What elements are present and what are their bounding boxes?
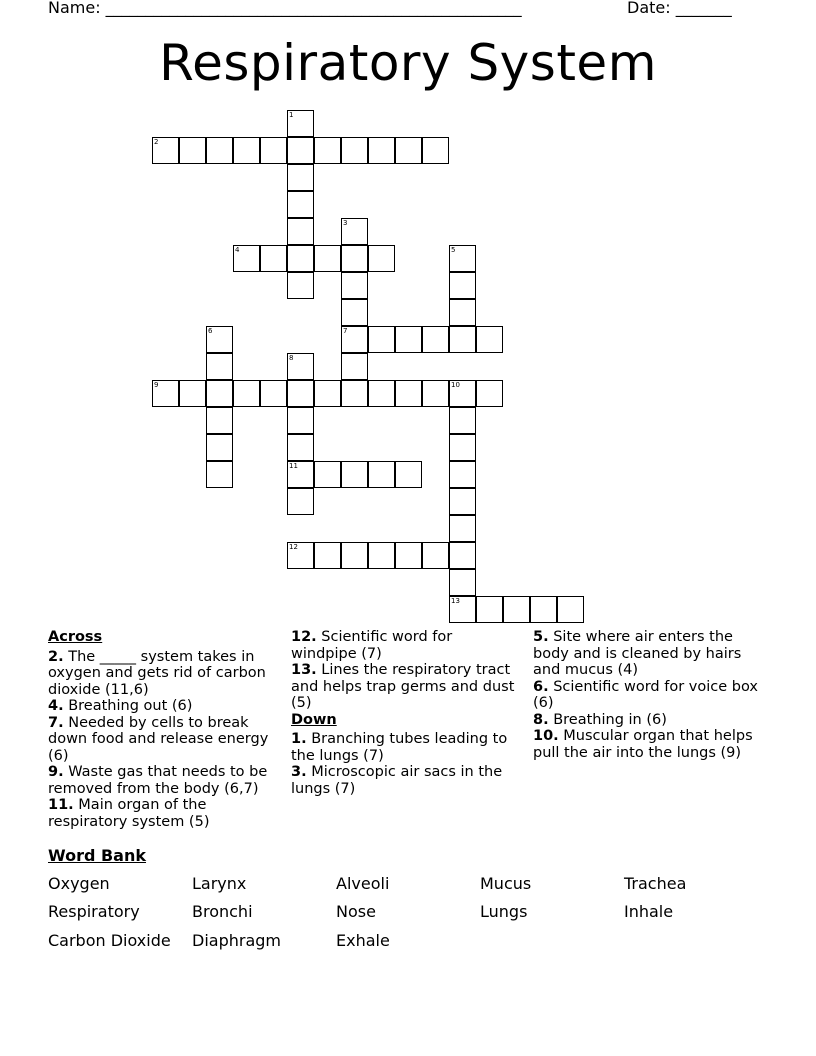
clue-number: 3 bbox=[343, 219, 348, 227]
clue-across-9: 9. Waste gas that needs to be removed from the body (6,7) bbox=[48, 764, 268, 797]
clues-column-3 bbox=[533, 629, 763, 761]
page-title: Respiratory System bbox=[159, 34, 657, 92]
clues-column-2 bbox=[291, 629, 519, 797]
clue-number: 9 bbox=[154, 381, 159, 389]
grid-cell[interactable] bbox=[422, 380, 449, 407]
word-bank-item: Trachea bbox=[624, 874, 687, 893]
grid-cell[interactable] bbox=[287, 245, 314, 272]
grid-cell[interactable] bbox=[503, 596, 530, 623]
grid-cell[interactable] bbox=[179, 137, 206, 164]
grid-cell[interactable] bbox=[287, 353, 314, 380]
grid-cell[interactable] bbox=[422, 137, 449, 164]
grid-cell[interactable] bbox=[368, 137, 395, 164]
clue-down-1: 1. Branching tubes leading to the lungs (7) bbox=[291, 731, 508, 764]
grid-cell[interactable] bbox=[449, 380, 476, 407]
grid-cell[interactable] bbox=[395, 137, 422, 164]
clue-number: 13 bbox=[451, 597, 460, 605]
clue-across-12: 12. Scientific word for windpipe (7) bbox=[291, 629, 453, 662]
grid-cell[interactable] bbox=[476, 380, 503, 407]
grid-cell[interactable] bbox=[314, 245, 341, 272]
clue-number: 1 bbox=[289, 111, 294, 119]
grid-cell[interactable] bbox=[341, 299, 368, 326]
clue-down-3: 3. Microscopic air sacs in the lungs (7) bbox=[291, 764, 503, 797]
clue-across-7: 7. Needed by cells to break down food and release energy (6) bbox=[48, 714, 269, 764]
clue-number: 2 bbox=[154, 138, 159, 146]
clue-number: 4 bbox=[235, 246, 240, 254]
grid-cell[interactable] bbox=[395, 326, 422, 353]
name-line: Name: ____________________________________________________ bbox=[48, 0, 522, 17]
word-bank-item: Exhale bbox=[336, 931, 390, 950]
grid-cell[interactable] bbox=[476, 326, 503, 353]
grid-cell[interactable] bbox=[341, 353, 368, 380]
grid-cell[interactable] bbox=[260, 245, 287, 272]
clue-down-8: 8. Breathing in (6) bbox=[533, 711, 667, 728]
grid-cell[interactable] bbox=[206, 326, 233, 353]
word-bank-item: Larynx bbox=[192, 874, 247, 893]
clue-down-10: 10. Muscular organ that helps pull the air into the lungs (9) bbox=[533, 728, 753, 761]
clue-number: 6 bbox=[208, 327, 213, 335]
grid-cell[interactable] bbox=[557, 596, 584, 623]
grid-cell[interactable] bbox=[449, 245, 476, 272]
clue-number: 5 bbox=[451, 246, 456, 254]
grid-cell[interactable] bbox=[314, 137, 341, 164]
word-bank-item: Carbon Dioxide bbox=[48, 931, 171, 950]
grid-cell[interactable] bbox=[314, 380, 341, 407]
word-bank-item: Respiratory bbox=[48, 902, 140, 921]
grid-cell[interactable] bbox=[449, 488, 476, 515]
clue-down-6: 6. Scientific word for voice box (6) bbox=[533, 678, 758, 711]
clue-across-11: 11. Main organ of the respiratory system (5) bbox=[48, 797, 210, 830]
clue-across-13: 13. Lines the respiratory tract and helps trap germs and dust (5) bbox=[291, 662, 515, 711]
grid-cell[interactable] bbox=[206, 434, 233, 461]
grid-cell[interactable] bbox=[341, 137, 368, 164]
grid-cell[interactable] bbox=[152, 137, 179, 164]
grid-cell[interactable] bbox=[206, 461, 233, 488]
grid-cell[interactable] bbox=[260, 137, 287, 164]
clue-across-4: 4. Breathing out (6) bbox=[48, 698, 193, 714]
clue-number: 10 bbox=[451, 381, 460, 389]
grid-cell[interactable] bbox=[287, 164, 314, 191]
clue-number: 8 bbox=[289, 354, 294, 362]
grid-cell[interactable] bbox=[449, 542, 476, 569]
grid-cell[interactable] bbox=[287, 434, 314, 461]
grid-cell[interactable] bbox=[368, 461, 395, 488]
clue-down-5: 5. Site where air enters the body and is cleaned by hairs and mucus (4) bbox=[533, 629, 742, 678]
word-bank-item: Lungs bbox=[480, 902, 528, 921]
grid-cell[interactable] bbox=[314, 542, 341, 569]
word-bank-item: Oxygen bbox=[48, 874, 110, 893]
grid-cell[interactable] bbox=[341, 326, 368, 353]
grid-cell[interactable] bbox=[368, 542, 395, 569]
grid-cell[interactable] bbox=[449, 434, 476, 461]
across-heading: Across bbox=[48, 629, 103, 645]
clue-number: 11 bbox=[289, 462, 298, 470]
grid-cell[interactable] bbox=[206, 407, 233, 434]
grid-cell[interactable] bbox=[449, 272, 476, 299]
grid-cell[interactable] bbox=[530, 596, 557, 623]
clue-number: 7 bbox=[343, 327, 348, 335]
grid-cell[interactable] bbox=[341, 542, 368, 569]
word-bank-item: Diaphragm bbox=[192, 931, 281, 950]
date-line: Date: _______ bbox=[627, 0, 732, 17]
grid-cell[interactable] bbox=[233, 245, 260, 272]
grid-cell[interactable] bbox=[368, 380, 395, 407]
grid-cell[interactable] bbox=[422, 542, 449, 569]
grid-cell[interactable] bbox=[206, 137, 233, 164]
grid-cell[interactable] bbox=[287, 542, 314, 569]
grid-cell[interactable] bbox=[476, 596, 503, 623]
word-bank-item: Alveoli bbox=[336, 874, 390, 893]
grid-cell[interactable] bbox=[449, 326, 476, 353]
grid-cell[interactable] bbox=[152, 380, 179, 407]
grid-cell[interactable] bbox=[287, 407, 314, 434]
grid-cell[interactable] bbox=[206, 380, 233, 407]
grid-cell[interactable] bbox=[287, 488, 314, 515]
clues-column-1 bbox=[48, 629, 276, 830]
grid-cell[interactable] bbox=[287, 218, 314, 245]
grid-cell[interactable] bbox=[449, 596, 476, 623]
grid-cell[interactable] bbox=[395, 461, 422, 488]
clue-number: 12 bbox=[289, 543, 298, 551]
grid-cell[interactable] bbox=[233, 380, 260, 407]
grid-cell[interactable] bbox=[260, 380, 287, 407]
grid-cell[interactable] bbox=[341, 218, 368, 245]
grid-cell[interactable] bbox=[341, 461, 368, 488]
grid-cell[interactable] bbox=[233, 137, 260, 164]
clue-across-2: 2. The _____ system takes in oxygen and gets rid of carbon dioxide (11,6) bbox=[48, 648, 266, 698]
grid-cell[interactable] bbox=[287, 191, 314, 218]
down-heading: Down bbox=[291, 711, 337, 728]
word-bank-heading: Word Bank bbox=[48, 846, 147, 865]
grid-cell[interactable] bbox=[449, 407, 476, 434]
word-bank-item: Inhale bbox=[624, 902, 674, 921]
grid-cell[interactable] bbox=[422, 326, 449, 353]
word-bank-item: Mucus bbox=[480, 874, 532, 893]
grid-cell[interactable] bbox=[395, 380, 422, 407]
grid-cell[interactable] bbox=[287, 272, 314, 299]
grid-cell[interactable] bbox=[449, 569, 476, 596]
grid-cell[interactable] bbox=[287, 380, 314, 407]
grid-cell[interactable] bbox=[341, 245, 368, 272]
grid-cell[interactable] bbox=[287, 461, 314, 488]
grid-cell[interactable] bbox=[206, 353, 233, 380]
grid-cell[interactable] bbox=[179, 380, 206, 407]
grid-cell[interactable] bbox=[287, 137, 314, 164]
grid-cell[interactable] bbox=[449, 515, 476, 542]
grid-cell[interactable] bbox=[395, 542, 422, 569]
grid-cell[interactable] bbox=[287, 110, 314, 137]
grid-cell[interactable] bbox=[368, 245, 395, 272]
grid-cell[interactable] bbox=[368, 326, 395, 353]
word-bank-item: Bronchi bbox=[192, 902, 253, 921]
grid-cell[interactable] bbox=[449, 461, 476, 488]
grid-cell[interactable] bbox=[341, 272, 368, 299]
grid-cell[interactable] bbox=[449, 299, 476, 326]
word-bank-item: Nose bbox=[336, 902, 376, 921]
grid-cell[interactable] bbox=[314, 461, 341, 488]
grid-cell[interactable] bbox=[341, 380, 368, 407]
